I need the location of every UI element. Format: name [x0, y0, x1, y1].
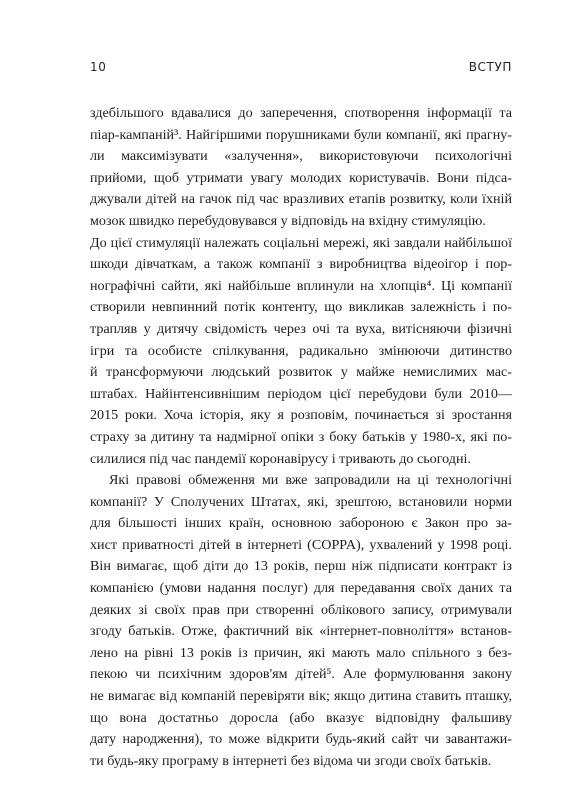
text-line: деяких зі своїх прав при створенні облікового запису, отримували [90, 601, 512, 618]
text-line: прийоми, щоб утримати увагу молодих користувачів. Вони підса- [90, 169, 512, 186]
text-line: для більшості інших країн, основною забороною є Закон про за- [90, 515, 512, 532]
text-line: що вона достатньо доросла (або вказує відповідну фальшиву [90, 709, 512, 726]
text-line: пекою чи психічним здоров'ям дітей⁵. Але формулювання закону [90, 666, 512, 683]
text-line: піар-кампаній³. Найгіршими порушниками були компанії, які прагну- [90, 126, 512, 143]
page-number: 10 [90, 60, 107, 74]
text-line: лено на рівні 13 років із причин, які мають мало спільного з без- [90, 644, 512, 661]
text-line: мозок швидко перебудовувався у відповідь на вхідну стимуляцію. [90, 212, 486, 229]
text-line: здебільшого вдавалися до заперечення, спотворення інформації та [90, 105, 512, 121]
text-line: штабах. Найінтенсивнішим періодом цієї перебудови були 2010— [90, 385, 512, 402]
text-line: шкоди дівчаткам, а також компанії з виробництва відеоігор і пор- [90, 256, 512, 273]
text-line: 2015 роки. Хоча історія, яку я розповім, починається зі зростання [90, 407, 512, 424]
text-line: джували дітей на гачок під час вразливих етапів розвитку, коли їхній [90, 191, 512, 208]
text-line: До цієї стимуляції належать соціальні мережі, які завдали найбільшої [90, 234, 512, 251]
text-line: й трансформуючи людський розвиток у майже немислимих мас- [90, 364, 512, 381]
text-line: Він вимагає, щоб діти до 13 років, перш ніж підписати контракт із [90, 558, 512, 575]
text-line: ігри та особисте спілкування, радикально змінюючи дитинство [90, 342, 512, 359]
text-line: трапляв у дитячу свідомість через очі та вуха, витісняючи фізичні [90, 320, 512, 337]
text-line: силилися під час пандемії коронавірусу і тривають до сьогодні. [90, 450, 471, 467]
text-line: ти будь-яку програму в інтернеті без відома чи згоди своїх батьків. [90, 752, 492, 769]
text-line: хист приватності дітей в інтернеті (COPPA), ухвалений у 1998 році. [90, 536, 512, 553]
text-line: нографічні сайти, які найбільше вплинули на хлопців⁴. Ці компанії [90, 277, 512, 294]
text-line: компанії? У Сполучених Штатах, які, зрештою, встановили норми [90, 493, 512, 510]
text-line: не вимагає від компаній перевіряти вік; якщо дитина ставить пташку, [90, 688, 512, 705]
body-text [90, 103, 512, 772]
running-head [90, 60, 512, 80]
text-line: дату народження), то може відкрити будь-який сайт чи завантажи- [90, 731, 512, 748]
text-line: згоду батьків. Отже, фактичний вік «інтернет-повноліття» встанов- [90, 623, 512, 640]
text-line: компанією (умови надання послуг) для передавання своїх даних та [90, 580, 512, 597]
section-title: ВСТУП [468, 60, 512, 74]
text-line: створили невпинний потік контенту, що викликав залежність і по- [90, 299, 512, 316]
paragraph-first-line: Які правові обмеження ми вже запровадили на ці технологічні [109, 472, 512, 489]
text-line: ли максимізувати «залучення», використовуючи психологічні [90, 148, 512, 165]
text-line: страху за дитину та надмірної опіки з боку батьків у 1980-х, які по- [90, 428, 512, 445]
